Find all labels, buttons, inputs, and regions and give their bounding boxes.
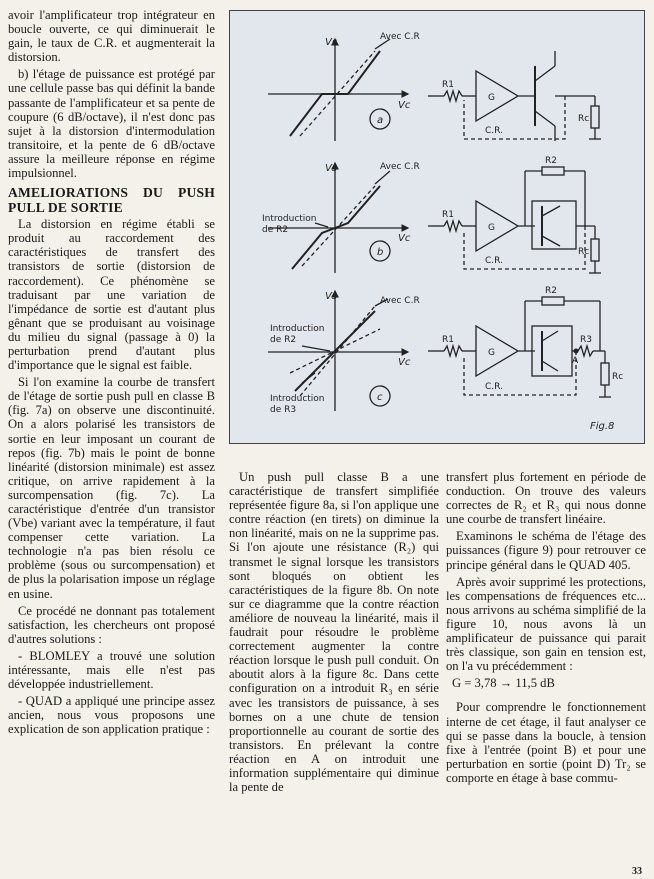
text-column-1 xyxy=(8,8,215,740)
paragraph: La distorsion en régime établi se produit au raccordement des caractéristiques de transfert des transistors de sortie (distorsion de raccordement). Ce phénomène se traduisant par une variation de l'impédance de sortie est d'autant plus gênant que se produisant au voisinage du milieu du signal (passage à 0) la perturbation prend d'autant plus d'importance que le signal est faible. xyxy=(8,217,215,373)
r2-label: R2 xyxy=(545,286,557,296)
paragraph: avoir l'amplificateur trop intégrateur en boucle ouverte, ce qui diminuerait le gain, le taux de C.R. et augmenterait la distorsion. xyxy=(8,8,215,65)
rc-label: Rc xyxy=(578,247,590,257)
r1-label: R1 xyxy=(442,80,454,90)
text-column-3 xyxy=(446,470,646,788)
gain-formula: G = 3,78 → 11,5 dB xyxy=(452,676,555,691)
circuit-c xyxy=(428,297,611,397)
r3-label: R3 xyxy=(580,335,592,345)
vc-label: Vc xyxy=(398,357,411,368)
page-number: 33 xyxy=(632,866,642,877)
intro-r2-label: de R2 xyxy=(262,225,289,235)
figure-8 xyxy=(229,10,645,444)
cr-label: C.R. xyxy=(485,256,503,266)
rc-label: Rc xyxy=(612,372,624,382)
graph-b-label: b xyxy=(377,247,384,258)
vs-label: Vs xyxy=(325,37,338,48)
paragraph: b) l'étage de puissance est protégé par une cellule passe bas qui définit la bande passante de l'amplificateur et sa pente de coupure (6 dB/octave), il n'est donc pas sujet à la distorsion d'intermodulation transitoire, et la pente de 6 dB/octave assure la meilleure réponse en régime impulsionnel. xyxy=(8,67,215,181)
intro-r2-label: Introduction xyxy=(270,324,325,334)
paragraph: Ce procédé ne donnant pas totalement satisfaction, les chercheurs ont proposé d'autres solutions : xyxy=(8,603,215,646)
gain-block-label: G xyxy=(488,93,495,103)
rc-label: Rc xyxy=(578,114,590,124)
vs-label: Vs xyxy=(325,291,338,302)
r1-label: R1 xyxy=(442,335,454,345)
transfer-graph-c xyxy=(268,291,408,411)
vs-label: Vs xyxy=(325,163,338,174)
vc-label: Vc xyxy=(398,100,411,111)
paragraph: Un push pull classe B a une caractéristique de transfert simplifiée représentée figure 8a, si l'on applique une contre réaction (en tirets) on diminue la non linéarité, mais on ne la supprime pas. Si l'on ajoute une résistance (R₂) qui transmet le signal lorsque les transistors sont bloqués on obtient les caractéristiques de la figure 8b. On note sur ce diagramme que la contre réaction améliore de nouveau la linéarité, mais il faudrait pour résoudre le problème correctement augmenter la contre réaction lorsque le push pull conduit. On aboutit alors à la figure 8c. Dans cette configuration on a introduit R₃ en série avec les transistors de puissance, à ses bornes on a une chute de tension proportionnelle au courant de sortie des transistors. En prélevant la contre réaction en A on introduit une information supplémentaire qui diminue la pente de xyxy=(229,470,439,795)
gain-block-label: G xyxy=(488,223,495,233)
vc-label: Vc xyxy=(398,233,411,244)
intro-r2-label: Introduction xyxy=(262,214,317,224)
r1-label: R1 xyxy=(442,210,454,220)
figure-caption: Fig.8 xyxy=(590,421,615,432)
paragraph: Si l'on examine la courbe de transfert de l'étage de sortie push pull en classe B (fig. 7a) on observe une discontinuité. On a alors polarisé les transistors de sortie en leur imposant un courant de repos (fig. 7b) mais le point de bonne linéarité (distorsion minimale) est assez critique, on arrive rapidement à la surcompensation (fig. 7c). La caractéristique d'entrée d'un transistor (Vbe) variant avec la température, il faut compenser cette variation. La technologie n'a pas bien résolu ce problème (sous ou surcompensation) et de plus la polarisation impose un réglage en usine. xyxy=(8,375,215,601)
text-column-2 xyxy=(229,470,439,797)
avec-cr-label: Avec C.R xyxy=(380,296,420,306)
paragraph: Examinons le schéma de l'étage des puissances (figure 9) pour retrouver ce principe général dans le QUAD 405. xyxy=(446,529,646,572)
intro-r3-label: Introduction xyxy=(270,394,325,404)
avec-cr-label: Avec C.R xyxy=(380,162,420,172)
gain-block-label: G xyxy=(488,348,495,358)
paragraph: - BLOMLEY a trouvé une solution intéressante, mais elle n'est pas développée industriellement. xyxy=(8,648,215,692)
figure-8-drawing xyxy=(230,11,644,443)
r2-label: R2 xyxy=(545,156,557,166)
avec-cr-label: Avec C.R xyxy=(380,32,420,42)
intro-r2-label: de R2 xyxy=(270,335,297,345)
point-a-label: A xyxy=(572,356,579,366)
cr-label: C.R. xyxy=(485,382,503,392)
paragraph: Pour comprendre le fonctionnement interne de cet étage, il faut analyser ce qui se passe dans la boucle, à tension fixe à l'entrée (point B) et pour une perturbation en sortie (point D) Tr₂ se comporte en étage à base commu- xyxy=(446,700,646,785)
intro-r3-label: de R3 xyxy=(270,405,297,415)
circuit-b xyxy=(428,167,601,273)
section-heading: AMELIORATIONS DU PUSH PULL DE SORTIE xyxy=(8,185,215,215)
paragraph: Après avoir supprimé les protections, les compensations de fréquences etc... nous arrivons au schéma simplifié de la figure 10, nous avons là un amplificateur de puissance qui parait très classique, son gain en tension est, on l'a vu précédemment : xyxy=(446,574,646,674)
paragraph: - QUAD a appliqué une principe assez ancien, nous vous proposons une explication de son application pratique : xyxy=(8,694,215,737)
paragraph: transfert plus fortement en période de conduction. On trouve des valeurs correctes de R₂ et R₃ qui nous donne une courbe de transfert linéaire. xyxy=(446,470,646,527)
cr-label: C.R. xyxy=(485,126,503,136)
graph-a-label: a xyxy=(377,115,384,126)
graph-c-label: c xyxy=(377,392,383,403)
circuit-a xyxy=(428,51,601,141)
